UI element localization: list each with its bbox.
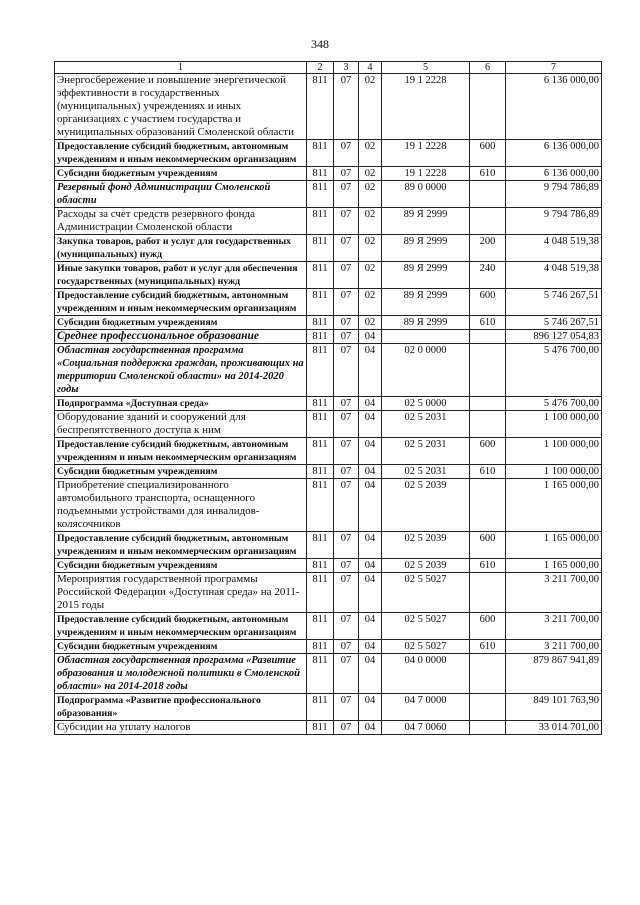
column-header: 5 <box>382 62 470 74</box>
column-header: 3 <box>334 62 359 74</box>
item-name: Субсидии бюджетным учреждениям <box>55 559 307 573</box>
admin-code: 811 <box>307 479 334 532</box>
table-row <box>55 438 602 465</box>
table-row <box>55 559 602 573</box>
expense-type: 200 <box>470 235 506 262</box>
subsection-code: 02 <box>359 316 382 330</box>
section-code: 07 <box>334 573 359 613</box>
subsection-code: 04 <box>359 532 382 559</box>
admin-code: 811 <box>307 721 334 735</box>
section-code: 07 <box>334 167 359 181</box>
section-code: 07 <box>334 479 359 532</box>
admin-code: 811 <box>307 532 334 559</box>
admin-code: 811 <box>307 262 334 289</box>
subsection-code: 02 <box>359 74 382 140</box>
section-code: 07 <box>334 316 359 330</box>
amount: 5 476 700,00 <box>506 344 602 397</box>
table-row <box>55 694 602 721</box>
subsection-code: 04 <box>359 344 382 397</box>
subsection-code: 04 <box>359 438 382 465</box>
admin-code: 811 <box>307 438 334 465</box>
target-article: 19 1 2228 <box>382 140 470 167</box>
subsection-code: 04 <box>359 694 382 721</box>
section-code: 07 <box>334 438 359 465</box>
section-code: 07 <box>334 208 359 235</box>
amount: 6 136 000,00 <box>506 74 602 140</box>
admin-code: 811 <box>307 344 334 397</box>
item-name: Предоставление субсидий бюджетным, автономным учреждениям и иным некоммерческим организациям <box>55 289 307 316</box>
item-name: Областная государственная программа «Социальная поддержка граждан, проживающих на территории Смоленской области» на 2014-2020 годы <box>55 344 307 397</box>
subsection-code: 04 <box>359 411 382 438</box>
section-code: 07 <box>334 181 359 208</box>
admin-code: 811 <box>307 411 334 438</box>
admin-code: 811 <box>307 654 334 694</box>
item-name: Расходы за счет средств резервного фонда Администрации Смоленской области <box>55 208 307 235</box>
target-article: 02 5 2031 <box>382 465 470 479</box>
item-name: Субсидии бюджетным учреждениям <box>55 316 307 330</box>
table-body <box>55 74 602 735</box>
expense-type: 610 <box>470 559 506 573</box>
subsection-code: 04 <box>359 330 382 344</box>
expense-type: 610 <box>470 167 506 181</box>
amount: 3 211 700,00 <box>506 640 602 654</box>
target-article: 04 0 0000 <box>382 654 470 694</box>
subsection-code: 04 <box>359 573 382 613</box>
table-row <box>55 573 602 613</box>
subsection-code: 04 <box>359 559 382 573</box>
section-code: 07 <box>334 140 359 167</box>
target-article: 02 5 5027 <box>382 613 470 640</box>
amount: 3 211 700,00 <box>506 613 602 640</box>
section-code: 07 <box>334 694 359 721</box>
column-header: 2 <box>307 62 334 74</box>
table-row <box>55 330 602 344</box>
section-code: 07 <box>334 532 359 559</box>
subsection-code: 02 <box>359 289 382 316</box>
subsection-code: 04 <box>359 613 382 640</box>
column-header: 7 <box>506 62 602 74</box>
item-name: Субсидии бюджетным учреждениям <box>55 640 307 654</box>
target-article: 02 5 0000 <box>382 397 470 411</box>
amount: 1 100 000,00 <box>506 411 602 438</box>
subsection-code: 02 <box>359 167 382 181</box>
section-code: 07 <box>334 74 359 140</box>
amount: 4 048 519,38 <box>506 262 602 289</box>
amount: 1 165 000,00 <box>506 532 602 559</box>
target-article: 89 Я 2999 <box>382 235 470 262</box>
table-row <box>55 613 602 640</box>
admin-code: 811 <box>307 397 334 411</box>
expense-type <box>470 654 506 694</box>
subsection-code: 02 <box>359 235 382 262</box>
expense-type: 610 <box>470 640 506 654</box>
item-name: Приобретение специализированного автомобильного транспорта, оснащенного подъемными устройствами для инвалидов-колясочников <box>55 479 307 532</box>
table-row <box>55 654 602 694</box>
admin-code: 811 <box>307 289 334 316</box>
target-article: 89 Я 2999 <box>382 208 470 235</box>
admin-code: 811 <box>307 181 334 208</box>
amount: 896 127 054,83 <box>506 330 602 344</box>
admin-code: 811 <box>307 74 334 140</box>
subsection-code: 04 <box>359 721 382 735</box>
page-number: 348 <box>311 37 329 51</box>
amount: 1 165 000,00 <box>506 559 602 573</box>
target-article: 04 7 0000 <box>382 694 470 721</box>
expense-type <box>470 181 506 208</box>
section-code: 07 <box>334 721 359 735</box>
admin-code: 811 <box>307 613 334 640</box>
column-header: 4 <box>359 62 382 74</box>
table-row <box>55 208 602 235</box>
admin-code: 811 <box>307 640 334 654</box>
expense-type <box>470 330 506 344</box>
amount: 5 746 267,51 <box>506 316 602 330</box>
section-code: 07 <box>334 344 359 397</box>
amount: 6 136 000,00 <box>506 140 602 167</box>
table-row <box>55 640 602 654</box>
target-article: 89 Я 2999 <box>382 289 470 316</box>
admin-code: 811 <box>307 330 334 344</box>
expense-type: 610 <box>470 316 506 330</box>
item-name: Предоставление субсидий бюджетным, автономным учреждениям и иным некоммерческим организациям <box>55 532 307 559</box>
target-article: 89 0 0000 <box>382 181 470 208</box>
item-name: Субсидии на уплату налогов <box>55 721 307 735</box>
item-name: Подпрограмма «Развитие профессионального образования» <box>55 694 307 721</box>
item-name: Предоставление субсидий бюджетным, автономным учреждениям и иным некоммерческим организациям <box>55 438 307 465</box>
section-code: 07 <box>334 289 359 316</box>
amount: 9 794 786,89 <box>506 181 602 208</box>
table-row <box>55 465 602 479</box>
table-row <box>55 181 602 208</box>
subsection-code: 04 <box>359 465 382 479</box>
expense-type <box>470 479 506 532</box>
expense-type <box>470 573 506 613</box>
target-article: 02 5 5027 <box>382 573 470 613</box>
expense-type: 600 <box>470 438 506 465</box>
table-row <box>55 235 602 262</box>
expense-type: 240 <box>470 262 506 289</box>
item-name: Областная государственная программа «Развитие образования и молодежной политики в Смоленской области» на 2014-2018 годы <box>55 654 307 694</box>
subsection-code: 04 <box>359 397 382 411</box>
amount: 849 101 763,90 <box>506 694 602 721</box>
table-row <box>55 140 602 167</box>
section-code: 07 <box>334 640 359 654</box>
section-code: 07 <box>334 613 359 640</box>
subsection-code: 02 <box>359 181 382 208</box>
expense-type: 610 <box>470 465 506 479</box>
table-row <box>55 289 602 316</box>
amount: 879 867 941,89 <box>506 654 602 694</box>
section-code: 07 <box>334 654 359 694</box>
amount: 9 794 786,89 <box>506 208 602 235</box>
target-article: 02 5 2039 <box>382 559 470 573</box>
admin-code: 811 <box>307 465 334 479</box>
item-name: Оборудование зданий и сооружений для беспрепятственного доступа к ним <box>55 411 307 438</box>
target-article <box>382 330 470 344</box>
expense-type: 600 <box>470 613 506 640</box>
table-row <box>55 479 602 532</box>
subsection-code: 02 <box>359 140 382 167</box>
expense-type <box>470 411 506 438</box>
amount: 1 165 000,00 <box>506 479 602 532</box>
table-row <box>55 74 602 140</box>
item-name: Мероприятия государственной программы Российской Федерации «Доступная среда» на 2011-2015 годы <box>55 573 307 613</box>
section-code: 07 <box>334 262 359 289</box>
expense-type: 600 <box>470 289 506 316</box>
target-article: 19 1 2228 <box>382 167 470 181</box>
section-code: 07 <box>334 235 359 262</box>
table-row <box>55 532 602 559</box>
table-row <box>55 721 602 735</box>
expense-type: 600 <box>470 140 506 167</box>
column-header: 6 <box>470 62 506 74</box>
amount: 6 136 000,00 <box>506 167 602 181</box>
admin-code: 811 <box>307 208 334 235</box>
target-article: 02 5 2039 <box>382 479 470 532</box>
item-name: Субсидии бюджетным учреждениям <box>55 465 307 479</box>
amount: 5 476 700,00 <box>506 397 602 411</box>
target-article: 02 5 2039 <box>382 532 470 559</box>
column-header: 1 <box>55 62 307 74</box>
item-name: Закупка товаров, работ и услуг для государственных (муниципальных) нужд <box>55 235 307 262</box>
item-name: Субсидии бюджетным учреждениям <box>55 167 307 181</box>
expense-type: 600 <box>470 532 506 559</box>
admin-code: 811 <box>307 559 334 573</box>
expense-type <box>470 74 506 140</box>
target-article: 02 0 0000 <box>382 344 470 397</box>
amount: 1 100 000,00 <box>506 438 602 465</box>
item-name: Предоставление субсидий бюджетным, автономным учреждениям и иным некоммерческим организациям <box>55 613 307 640</box>
amount: 33 014 701,00 <box>506 721 602 735</box>
header-row <box>55 62 602 74</box>
expense-type <box>470 694 506 721</box>
amount: 5 746 267,51 <box>506 289 602 316</box>
subsection-code: 04 <box>359 654 382 694</box>
subsection-code: 02 <box>359 262 382 289</box>
target-article: 02 5 2031 <box>382 411 470 438</box>
section-code: 07 <box>334 330 359 344</box>
budget-table <box>54 61 602 735</box>
table-row <box>55 262 602 289</box>
target-article: 02 5 2031 <box>382 438 470 465</box>
admin-code: 811 <box>307 316 334 330</box>
table-row <box>55 397 602 411</box>
target-article: 89 Я 2999 <box>382 262 470 289</box>
section-code: 07 <box>334 411 359 438</box>
amount: 4 048 519,38 <box>506 235 602 262</box>
item-name: Энергосбережение и повышение энергетической эффективности в государственных (муниципальных) учреждениях и иных организациях с участием государства и муниципальных образований Смоленской области <box>55 74 307 140</box>
table-row <box>55 316 602 330</box>
target-article: 02 5 5027 <box>382 640 470 654</box>
target-article: 89 Я 2999 <box>382 316 470 330</box>
admin-code: 811 <box>307 140 334 167</box>
item-name: Резервный фонд Администрации Смоленской области <box>55 181 307 208</box>
expense-type <box>470 208 506 235</box>
subsection-code: 02 <box>359 208 382 235</box>
expense-type <box>470 397 506 411</box>
amount: 1 100 000,00 <box>506 465 602 479</box>
table-row <box>55 411 602 438</box>
subsection-code: 04 <box>359 479 382 532</box>
item-name: Иные закупки товаров, работ и услуг для обеспечения государственных (муниципальных) нужд <box>55 262 307 289</box>
target-article: 04 7 0060 <box>382 721 470 735</box>
expense-type <box>470 344 506 397</box>
admin-code: 811 <box>307 573 334 613</box>
admin-code: 811 <box>307 167 334 181</box>
section-code: 07 <box>334 465 359 479</box>
expense-type <box>470 721 506 735</box>
admin-code: 811 <box>307 694 334 721</box>
admin-code: 811 <box>307 235 334 262</box>
item-name: Среднее профессиональное образование <box>55 330 307 344</box>
section-code: 07 <box>334 397 359 411</box>
amount: 3 211 700,00 <box>506 573 602 613</box>
table-row <box>55 344 602 397</box>
item-name: Подпрограмма «Доступная среда» <box>55 397 307 411</box>
target-article: 19 1 2228 <box>382 74 470 140</box>
item-name: Предоставление субсидий бюджетным, автономным учреждениям и иным некоммерческим организациям <box>55 140 307 167</box>
subsection-code: 04 <box>359 640 382 654</box>
section-code: 07 <box>334 559 359 573</box>
table-row <box>55 167 602 181</box>
